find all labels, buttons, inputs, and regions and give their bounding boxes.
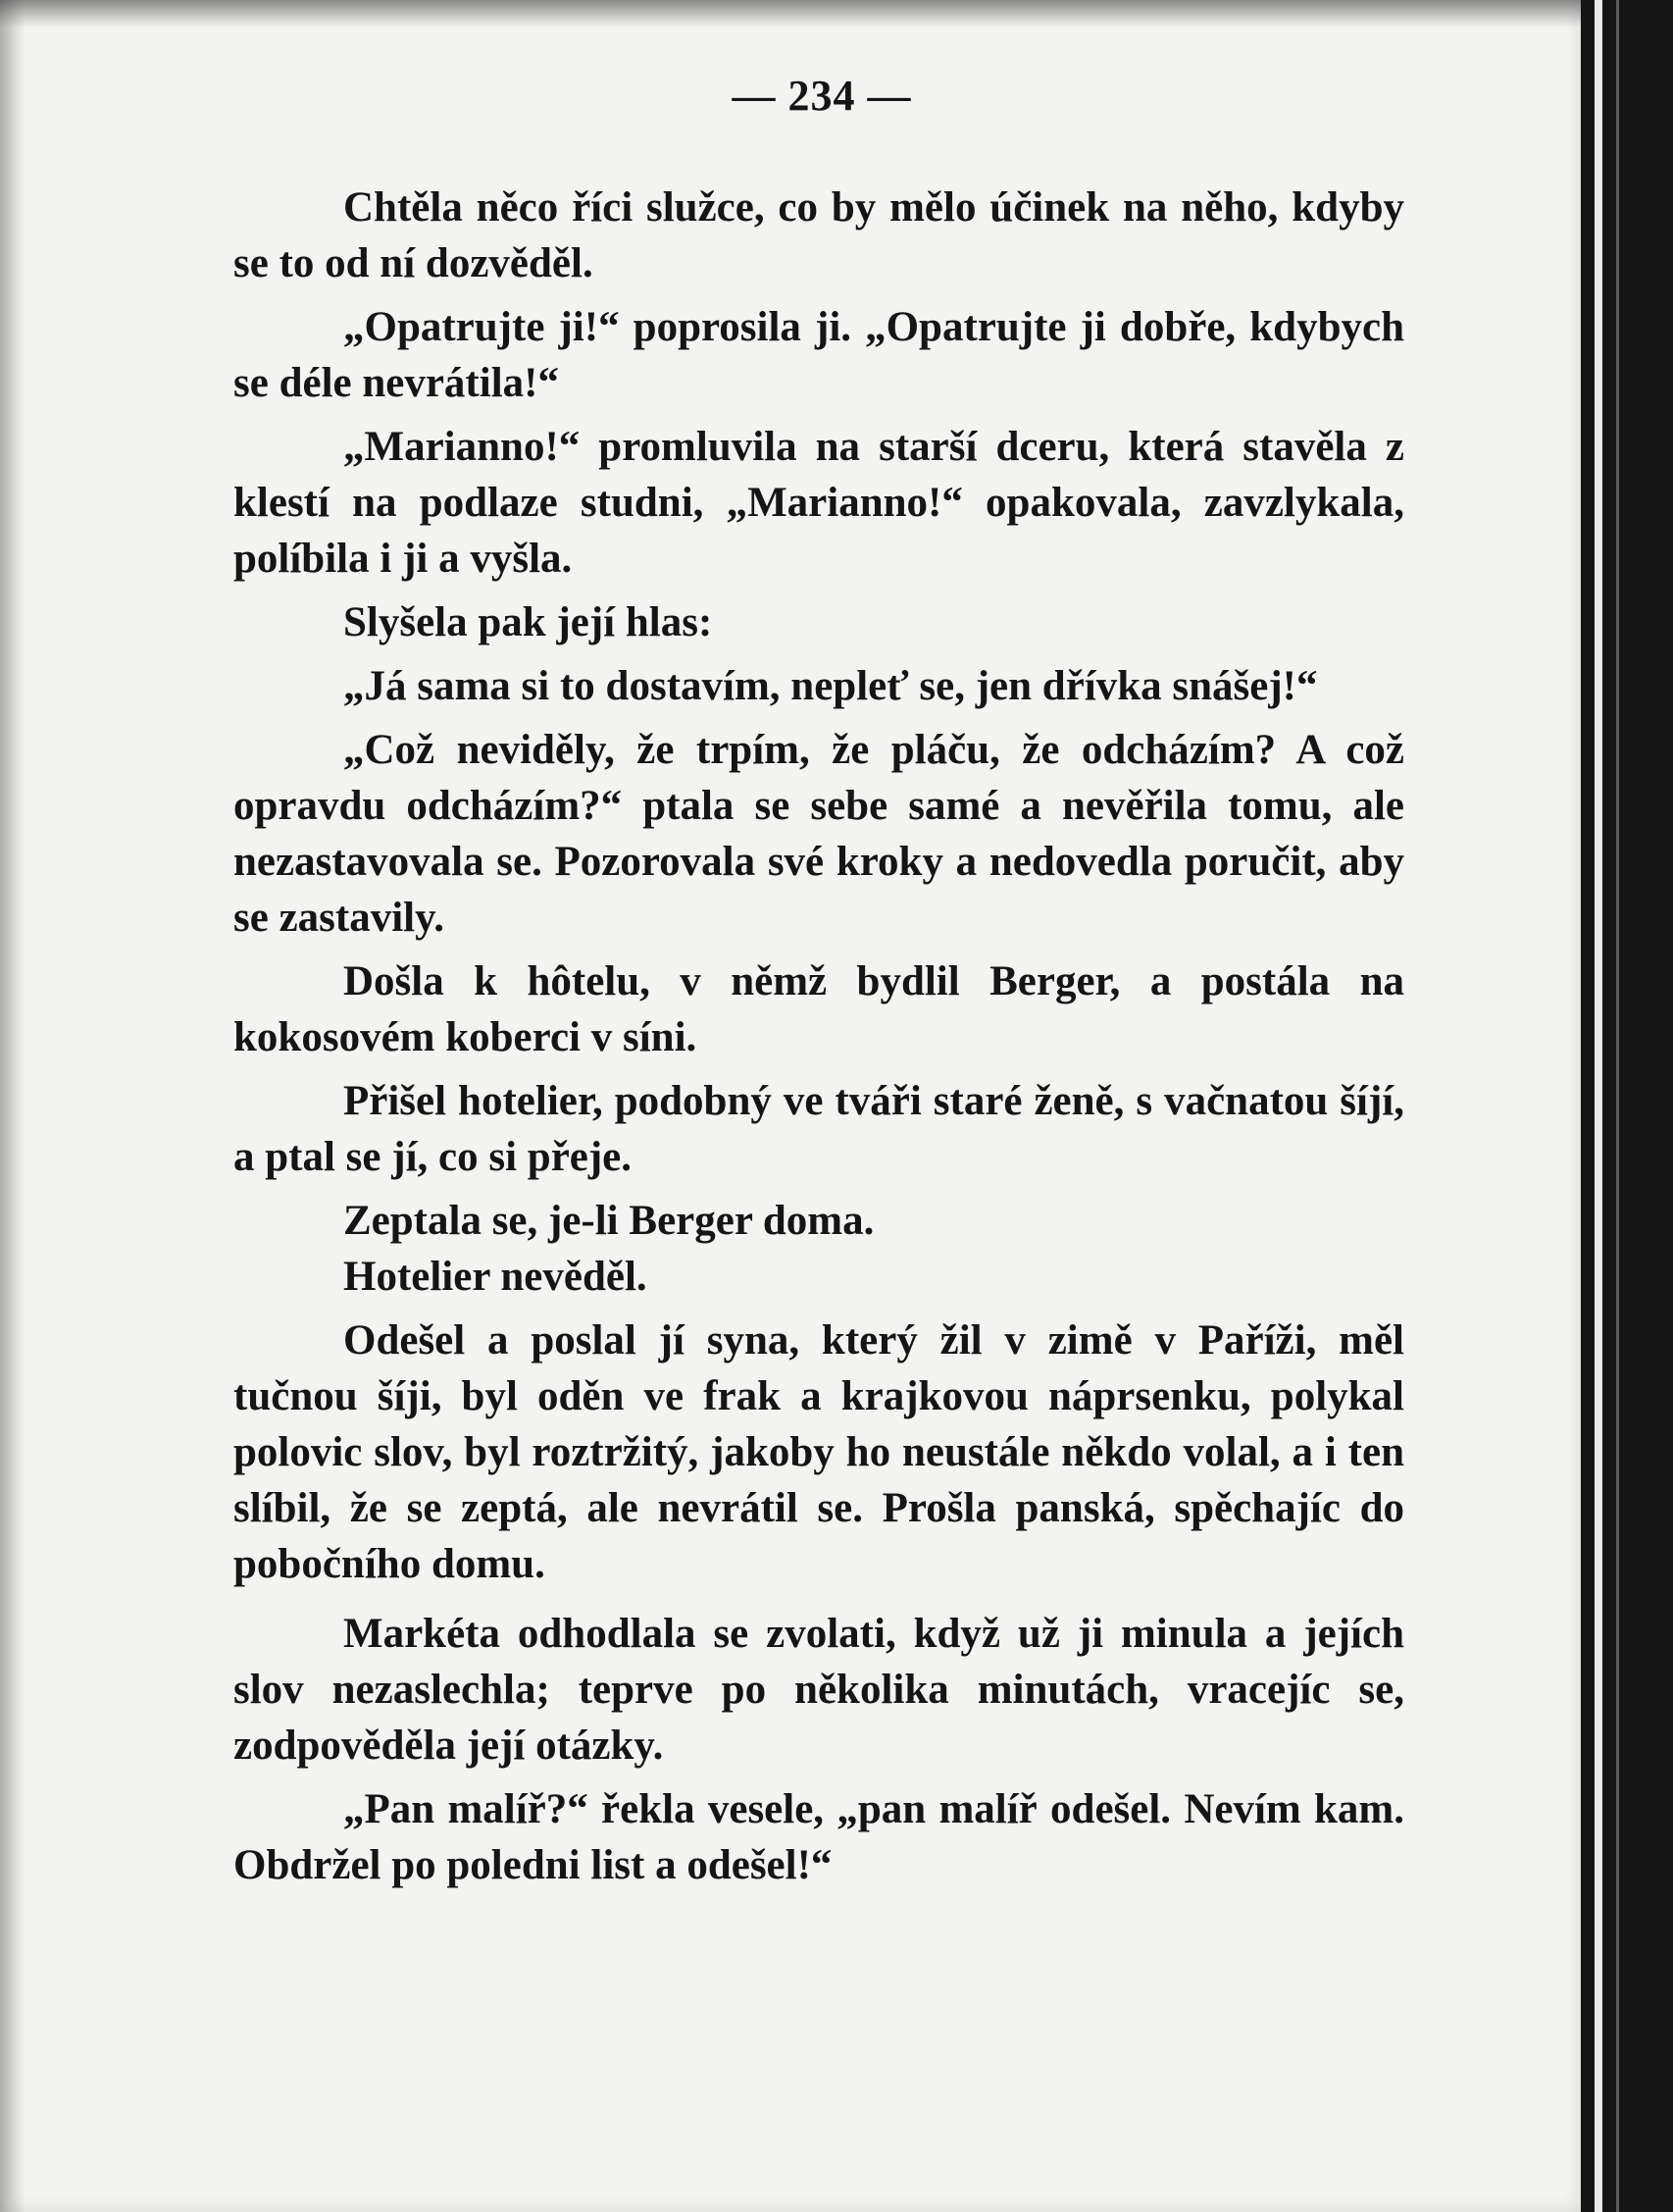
- body-text: [233, 180, 1404, 1893]
- page-edge-shadow: [1616, 0, 1619, 2212]
- paragraph: „Což neviděly, že trpím, že pláču, že odcházím? A což opravdu odcházím?“ ptala se sebe samé a nevěřila tomu, ale nezastavovala se. Pozorovala své kroky a nedovedla poručit, aby se zastavily.: [233, 727, 1404, 941]
- paragraph: Markéta odhodlala se zvolati, když už ji minula a jejích slov nezaslechla; teprve po několika minutách, vracejíc se, zodpověděla její otázky.: [233, 1611, 1404, 1769]
- page-edge: [1595, 0, 1602, 2212]
- scan-border-right: [1581, 0, 1673, 2212]
- scan-shadow-left: [0, 0, 25, 2212]
- paragraph: „Pan malíř?“ řekla vesele, „pan malíř odešel. Nevím kam. Obdržel po poledni list a odešel!“: [233, 1786, 1404, 1888]
- paragraph: Došla k hôtelu, v němž bydlil Berger, a postála na kokosovém koberci v síni.: [233, 958, 1404, 1060]
- paragraph: Přišel hotelier, podobný ve tváři staré ženě, s vačnatou šíjí, a ptal se jí, co si přeje.: [233, 1078, 1404, 1180]
- scan-shadow-top: [0, 0, 1581, 27]
- paragraph: „Já sama si to dostavím, nepleť se, jen dřívka snášej!“: [343, 663, 1318, 709]
- paragraph: Chtěla něco říci služce, co by mělo účinek na něho, kdyby se to od ní dozvěděl.: [233, 184, 1404, 286]
- paragraph: Odešel a poslal jí syna, který žil v zimě v Paříži, měl tučnou šíji, byl oděn ve frak a krajkovou náprsenku, polykal polovic slov, byl roztržitý, jakoby ho neustále někdo volal, a i ten slíbil, že se zeptá, ale nevrátil se. Prošla panská, spěchajíc do pobočního domu.: [233, 1317, 1404, 1587]
- page-number: — 234 —: [732, 72, 912, 120]
- paragraph: Slyšela pak její hlas:: [343, 599, 713, 645]
- paragraph: Zeptala se, je-li Berger doma.: [343, 1198, 875, 1244]
- paragraph: „Marianno!“ promluvila na starší dceru, která stavěla z klestí na podlaze studni, „Marianno!“ opakovala, zavzlykala, políbila i ji a vyšla.: [233, 424, 1404, 582]
- paragraph: „Opatrujte ji!“ poprosila ji. „Opatrujte ji dobře, kdybych se déle nevrátila!“: [233, 304, 1404, 406]
- paragraph: Hotelier nevěděl.: [343, 1254, 647, 1300]
